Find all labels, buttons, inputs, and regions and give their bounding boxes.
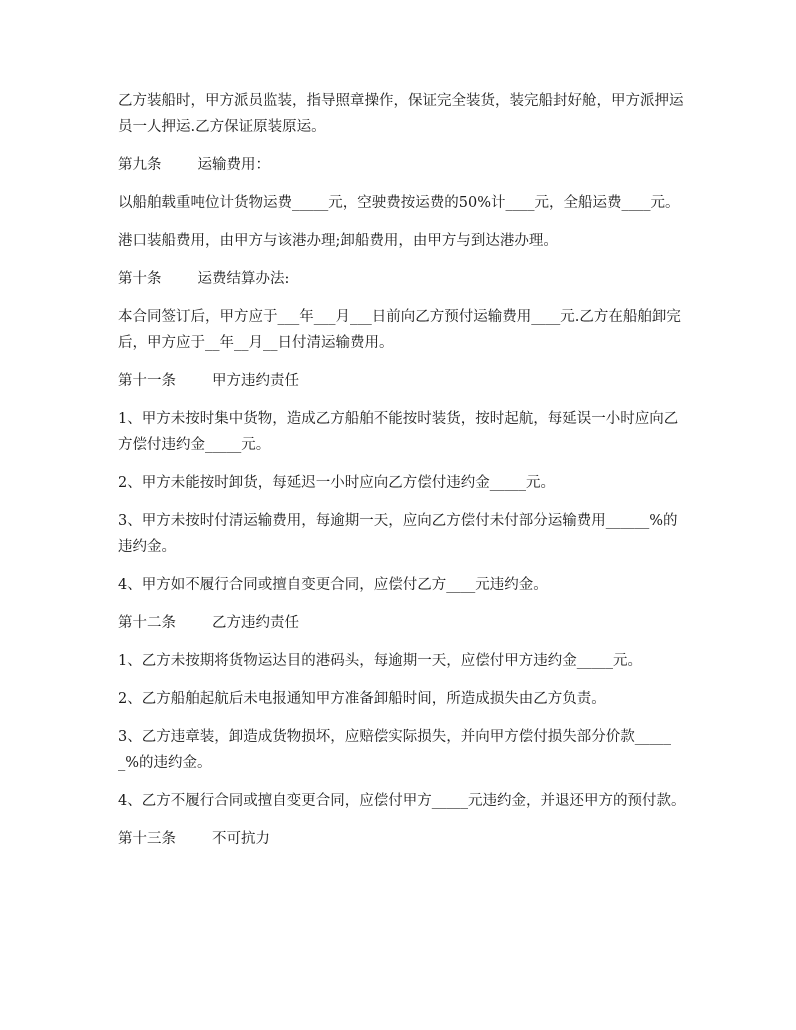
article-number: 第十一条 xyxy=(118,373,176,389)
article-number: 第十条 xyxy=(118,271,162,287)
paragraph: 3、甲方未按时付清运输费用，每逾期一天，应向乙方偿付未付部分运输费用______%的违约金。 xyxy=(118,513,678,555)
article-title: 不可抗力 xyxy=(212,831,270,847)
article-title: 运输费用： xyxy=(197,157,270,173)
article-title: 乙方违约责任 xyxy=(212,615,299,631)
article-heading xyxy=(118,266,690,292)
document-body xyxy=(118,88,690,864)
paragraph: 3、乙方违章装，卸造成货物损坏，应赔偿实际损失，并向甲方偿付损失部分价款______%的违约金。 xyxy=(118,729,671,771)
article-heading xyxy=(118,368,690,394)
paragraph: 1、甲方未按时集中货物，造成乙方船舶不能按时装货，按时起航，每延误一小时应向乙方偿付违约金_____元。 xyxy=(118,411,679,453)
article-number: 第十三条 xyxy=(118,831,176,847)
article-title: 甲方违约责任 xyxy=(212,373,299,389)
paragraph: 乙方装船时，甲方派员监装，指导照章操作，保证完全装货，装完船封好舱，甲方派押运员一人押运.乙方保证原装原运。 xyxy=(118,93,684,135)
paragraph: 4、甲方如不履行合同或擅自变更合同，应偿付乙方____元违约金。 xyxy=(118,577,548,593)
paragraph: 本合同签订后，甲方应于___年___月___日前向乙方预付运输费用____元.乙方在船舶卸完后，甲方应于__年__月__日付清运输费用。 xyxy=(118,309,681,351)
article-title: 运费结算办法: xyxy=(197,271,290,287)
article-heading xyxy=(118,826,690,852)
paragraph: 2、甲方未能按时卸货，每延迟一小时应向乙方偿付违约金_____元。 xyxy=(118,475,555,491)
paragraph: 以船舶载重吨位计货物运费_____元，空驶费按运费的50%计____元，全船运费____元。 xyxy=(118,195,680,211)
article-number: 第十二条 xyxy=(118,615,176,631)
paragraph: 1、乙方未按期将货物运达目的港码头，每逾期一天，应偿付甲方违约金_____元。 xyxy=(118,653,642,669)
paragraph: 港口装船费用，由甲方与该港办理;卸船费用，由甲方与到达港办理。 xyxy=(118,233,558,249)
article-heading xyxy=(118,152,690,178)
paragraph: 2、乙方船舶起航后未电报通知甲方准备卸船时间，所造成损失由乙方负责。 xyxy=(118,691,606,707)
paragraph: 4、乙方不履行合同或擅自变更合同，应偿付甲方_____元违约金，并退还甲方的预付款。 xyxy=(118,793,686,809)
article-number: 第九条 xyxy=(118,157,162,173)
article-heading xyxy=(118,610,690,636)
